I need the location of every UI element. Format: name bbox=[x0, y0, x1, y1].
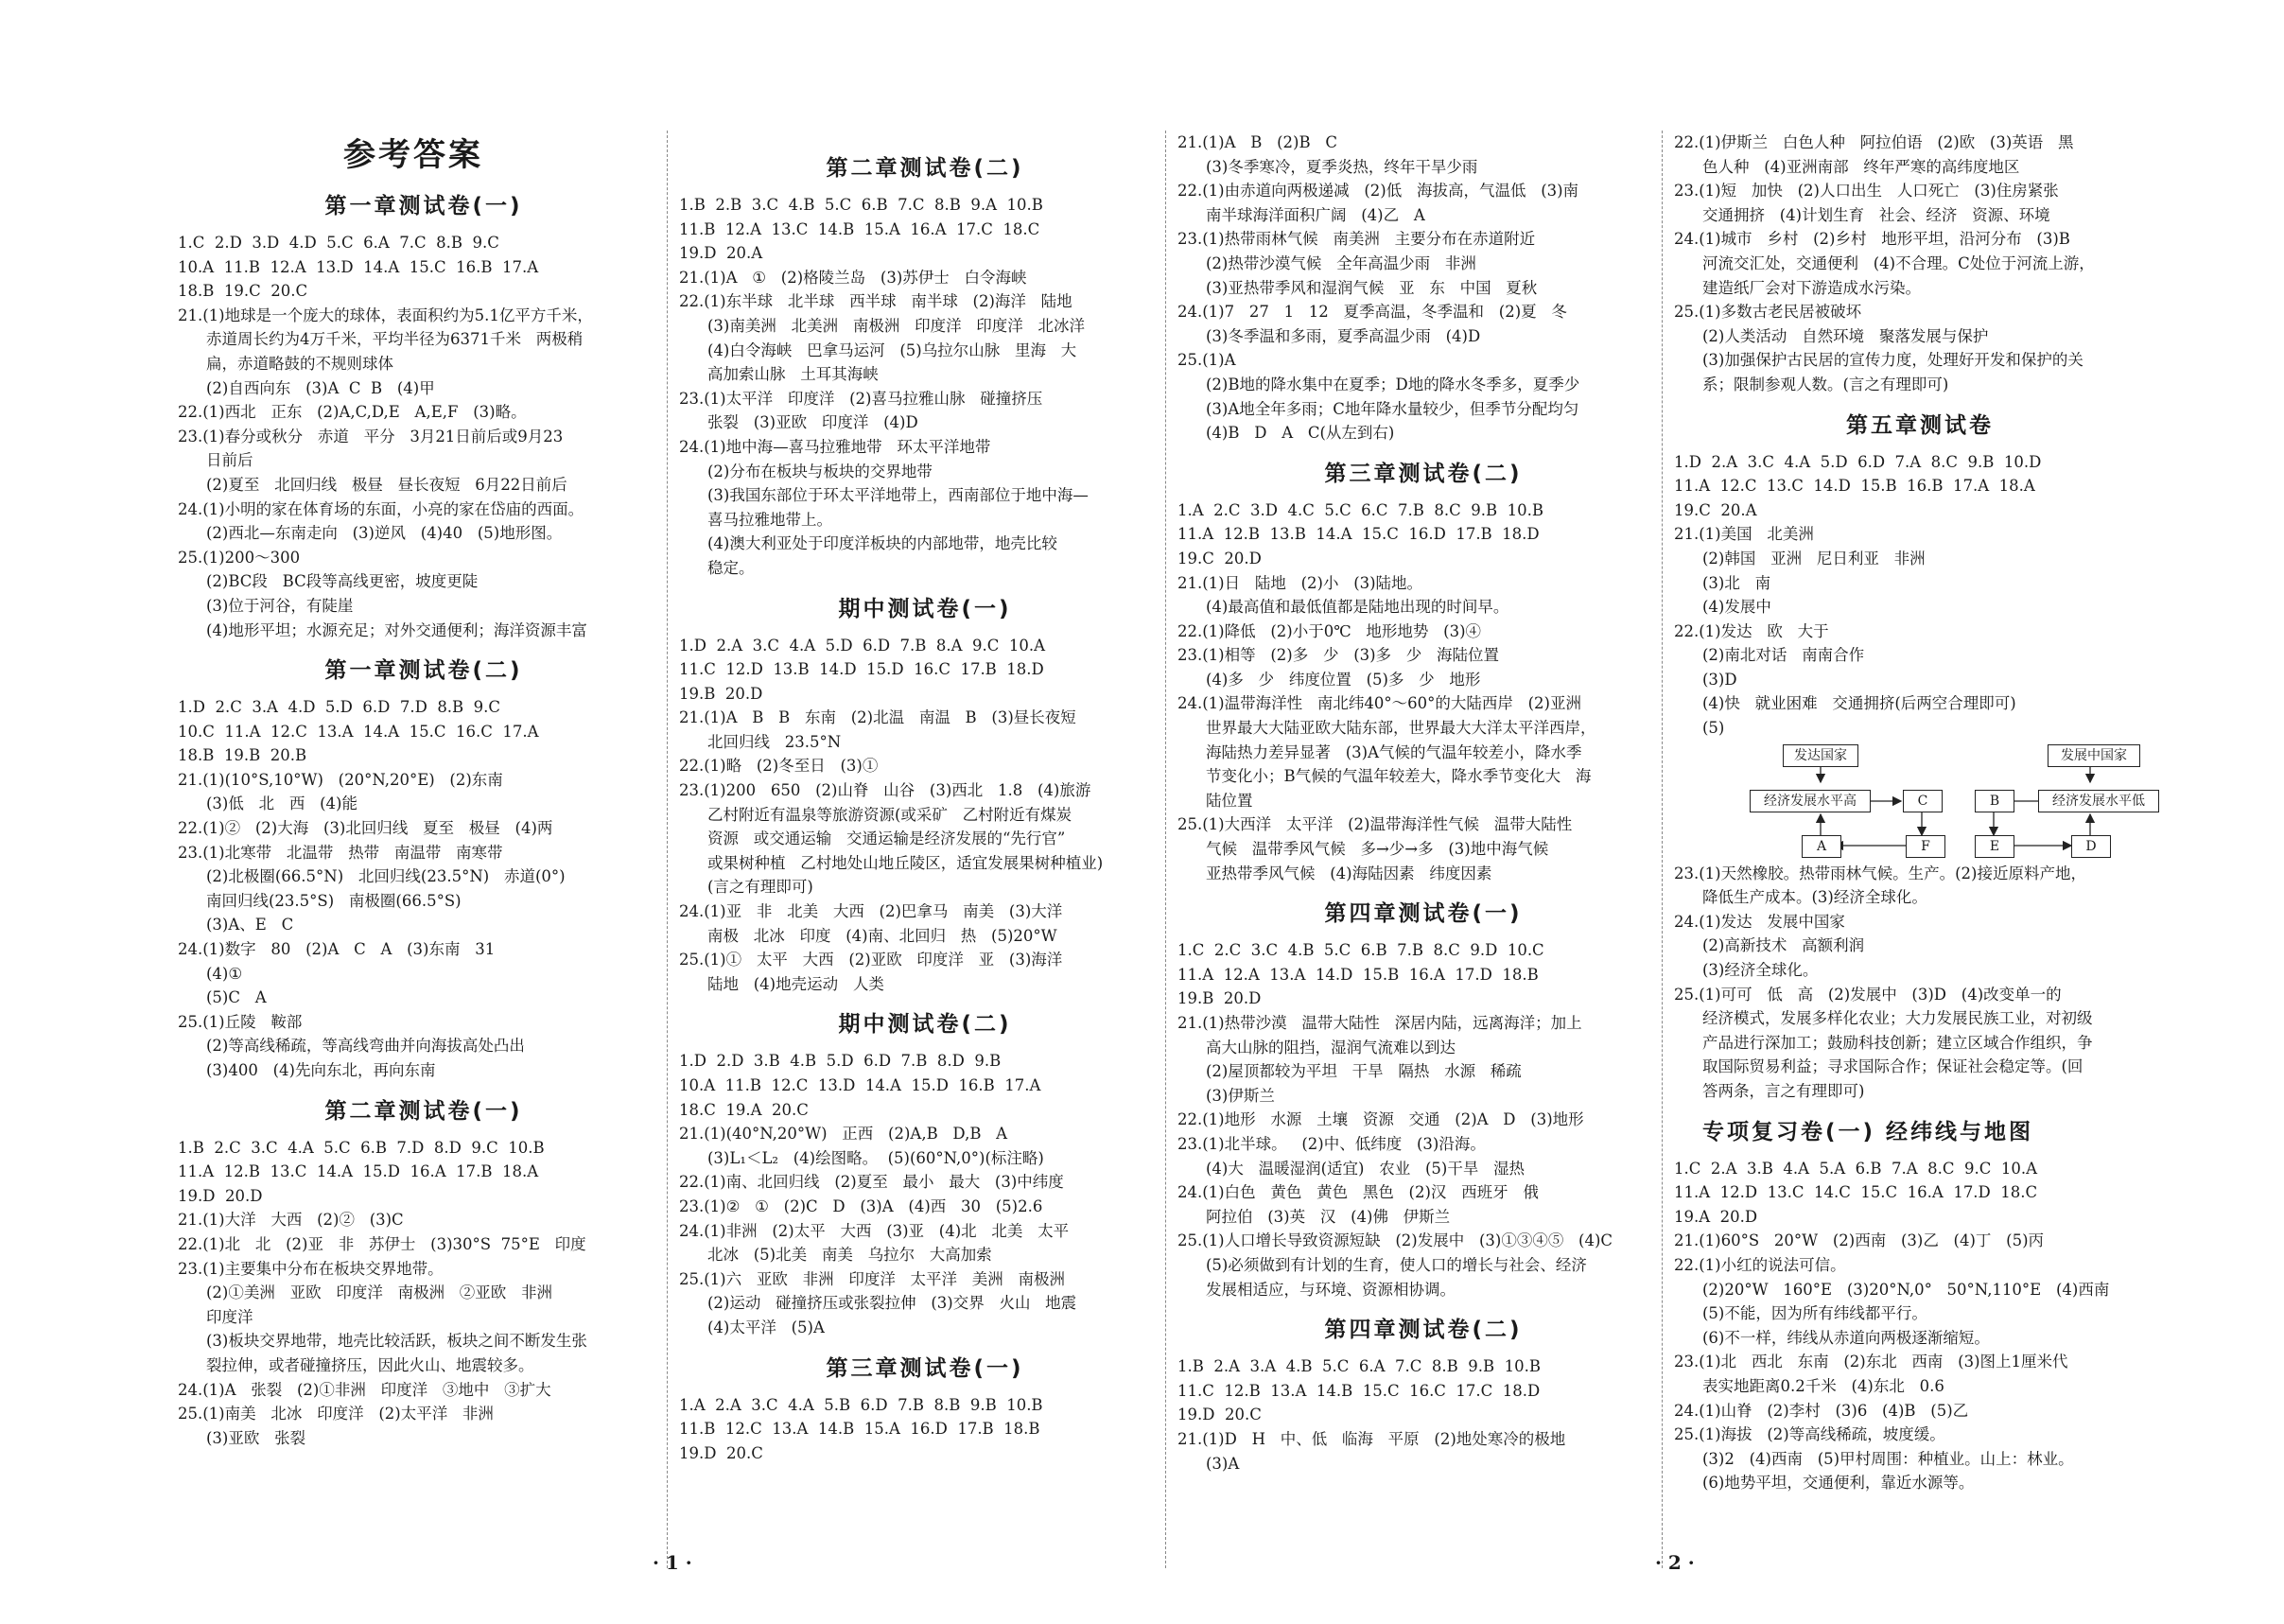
answer-line: 经济模式，发展多样化农业；大力发展民族工业，对初级 bbox=[1702, 1009, 2093, 1028]
answer-line: 河流交汇处，交通便利 (4)不合理。C处位于河流上游， bbox=[1702, 253, 2095, 272]
answer-line: 19.D 20.C bbox=[1177, 1406, 1262, 1424]
answer-line: 24.(1)城市 乡村 (2)乡村 地形平坦，沿河分布 (3)B bbox=[1674, 230, 2070, 249]
answer-line: 答两条，言之有理即可) bbox=[1702, 1082, 1865, 1100]
answer-line: (3)南美洲 北美洲 南极洲 印度洋 印度洋 北冰洋 bbox=[707, 316, 1086, 335]
answer-line: 陆地 (4)地壳运动 人类 bbox=[707, 974, 884, 993]
answer-line: (4)地形平坦；水源充足；对外交通便利；海洋资源丰富 bbox=[206, 620, 587, 639]
answer-line: 23.(1)北寒带 北温带 热带 南温带 南寒带 bbox=[178, 843, 503, 862]
answer-line: 1.C 2.A 3.B 4.A 5.A 6.B 7.A 8.C 9.C 10.A bbox=[1674, 1159, 2038, 1178]
answer-line: (2)自西向东 (3)A C B (4)甲 bbox=[206, 378, 435, 397]
answer-line: (6)不一样，纬线从赤道向两极逐渐缩短。 bbox=[1702, 1328, 1990, 1347]
section-title: 专项复习卷(一) 经纬线与地图 bbox=[1702, 1119, 2034, 1144]
answer-line: 19.D 20.A bbox=[679, 244, 763, 263]
answer-line: 22.(1)西北 正东 (2)A,C,D,E A,E,F (3)略。 bbox=[178, 403, 527, 422]
answer-line: 22.(1)东半球 北半球 西半球 南半球 (2)海洋 陆地 bbox=[679, 292, 1072, 311]
answer-line: 1.C 2.C 3.C 4.B 5.C 6.B 7.B 8.C 9.D 10.C bbox=[1177, 941, 1544, 960]
answer-line: (3)亚热带季风和湿润气候 亚 东 中国 夏秋 bbox=[1206, 278, 1538, 297]
answer-line: 21.(1)(10°S,10°W) (20°N,20°E) (2)东南 bbox=[178, 770, 503, 789]
answer-line: 25.(1)多数古老民居被破坏 bbox=[1674, 303, 1862, 322]
answer-line: 22.(1)北 北 (2)亚 非 苏伊士 (3)30°S 75°E 印度 bbox=[178, 1234, 586, 1253]
answer-line: 赤道周长约为4万千米，平均半径为6371千米 两极稍 bbox=[206, 330, 584, 349]
answer-line: 1.A 2.A 3.C 4.A 5.B 6.D 7.B 8.B 9.B 10.B bbox=[679, 1395, 1043, 1414]
flow-box-b: B bbox=[1975, 790, 2014, 812]
answer-line: (4)太平洋 (5)A bbox=[707, 1318, 825, 1336]
answer-line: (4)发展中 bbox=[1702, 598, 1771, 617]
answer-line: 1.A 2.C 3.D 4.C 5.C 6.C 7.B 8.C 9.B 10.B bbox=[1177, 500, 1543, 519]
section-title: 第一章测试卷(一) bbox=[324, 194, 523, 218]
answer-line: (2)热带沙漠气候 全年高温少雨 非洲 bbox=[1206, 253, 1476, 272]
answer-line: 日前后 bbox=[206, 451, 253, 470]
answer-line: 21.(1)D H 中、低 临海 平原 (2)地处寒冷的极地 bbox=[1177, 1429, 1566, 1448]
answer-block bbox=[1674, 131, 2166, 397]
answer-line: (3)伊斯兰 bbox=[1206, 1086, 1275, 1105]
section-title: 第四章测试卷(二) bbox=[1324, 1318, 1523, 1343]
section-title: 第一章测试卷(二) bbox=[324, 658, 523, 684]
answer-line: (2)高新技术 高额利润 bbox=[1702, 936, 1865, 955]
answer-line: 23.(1)② ① (2)C D (3)A (4)西 30 (5)2.6 bbox=[679, 1196, 1043, 1215]
answer-line: 高加索山脉 土耳其海峡 bbox=[707, 365, 879, 384]
answer-line: 阿拉伯 (3)英 汉 (4)佛 伊斯兰 bbox=[1206, 1207, 1451, 1226]
answer-block bbox=[1674, 1157, 2166, 1495]
answer-line: 21.(1)大洋 大西 (2)② (3)C bbox=[178, 1211, 404, 1230]
flow-box-d: D bbox=[2071, 835, 2111, 858]
answer-line: 19.B 20.D bbox=[1177, 989, 1262, 1008]
answer-line: (3)A、E C bbox=[206, 916, 294, 934]
answer-line: 10.C 11.A 12.C 13.A 14.A 15.C 16.C 17.A bbox=[178, 722, 539, 741]
answer-line: 23.(1)200 650 (2)山脊 山谷 (3)西北 1.8 (4)旅游 bbox=[679, 781, 1091, 800]
answer-line: 24.(1)白色 黄色 黄色 黑色 (2)汉 西班牙 俄 bbox=[1177, 1183, 1539, 1202]
answer-line: 南回归线(23.5°S) 南极圈(66.5°S) bbox=[206, 891, 462, 910]
answer-line: (2)分布在板块与板块的交界地带 bbox=[707, 462, 933, 480]
answer-line: (2)①美洲 亚欧 印度洋 南极洲 ②亚欧 非洲 bbox=[206, 1283, 553, 1302]
answer-line: 25.(1)大西洋 太平洋 (2)温带海洋性气候 温带大陆性 bbox=[1177, 815, 1573, 834]
answer-line: 19.C 20.D bbox=[1177, 549, 1262, 568]
answer-line: 印度洋 bbox=[206, 1307, 253, 1326]
answer-line: 22.(1)伊斯兰 白色人种 阿拉伯语 (2)欧 (3)英语 黑 bbox=[1674, 133, 2074, 151]
answer-line: 22.(1)发达 欧 大于 bbox=[1674, 621, 1829, 640]
answer-line: (2)韩国 亚洲 尼日利亚 非洲 bbox=[1702, 549, 1926, 568]
answer-line: 色人种 (4)亚洲南部 终年严寒的高纬度地区 bbox=[1702, 157, 2020, 176]
answer-line: 25.(1)① 太平 大西 (2)亚欧 印度洋 亚 (3)海洋 bbox=[679, 951, 1063, 969]
answer-block bbox=[679, 1049, 1171, 1339]
answer-line: 1.B 2.C 3.C 4.A 5.C 6.B 7.D 8.D 9.C 10.B bbox=[178, 1138, 545, 1157]
page-number-right: · 2 · bbox=[1655, 1551, 1695, 1574]
answer-line: 11.C 12.D 13.B 14.D 15.D 16.C 17.B 18.D bbox=[679, 660, 1044, 679]
answer-line: 19.B 20.D bbox=[679, 684, 763, 703]
answer-line: 24.(1)小明的家在体育场的东面，小亮的家在岱庙的西面。 bbox=[178, 499, 584, 518]
answer-line: (3)A bbox=[1206, 1454, 1240, 1473]
answer-line: 发展相适应，与环境、资源相协调。 bbox=[1206, 1280, 1456, 1299]
answer-line: 21.(1)A B (2)B C bbox=[1177, 133, 1337, 151]
answer-block bbox=[1177, 498, 1669, 886]
answer-line: (5) bbox=[1702, 719, 1725, 738]
answer-block bbox=[679, 1393, 1171, 1466]
answer-line: (2)人类活动 自然环境 聚落发展与保护 bbox=[1702, 326, 1989, 345]
answer-line: 19.A 20.D bbox=[1674, 1207, 1758, 1226]
answer-line: 扁，赤道略鼓的不规则球体 bbox=[206, 354, 393, 373]
answer-line: (3)亚欧 张裂 bbox=[206, 1428, 306, 1447]
answer-line: (6)地势平坦，交通便利，靠近水源等。 bbox=[1702, 1474, 1975, 1493]
answer-line: 海陆热力差异显著 (3)A气候的气温年较差小，降水季 bbox=[1206, 742, 1582, 761]
answer-column-1 bbox=[178, 131, 670, 1450]
answer-line: 24.(1)A 张裂 (2)①非洲 印度洋 ③地中 ③扩大 bbox=[178, 1380, 551, 1399]
answer-line: 系；限制参观人数。(言之有理即可) bbox=[1702, 375, 1949, 393]
answer-line: 11.A 12.B 13.B 14.A 15.C 16.D 17.B 18.D bbox=[1177, 525, 1540, 544]
flow-box-a: A bbox=[1802, 835, 1841, 858]
answer-line: (4)大 温暖湿润(适宜) 农业 (5)干旱 湿热 bbox=[1206, 1159, 1526, 1178]
answer-line: 22.(1)小红的说法可信。 bbox=[1674, 1255, 1846, 1274]
answer-line: 裂拉伸，或者碰撞挤压，因此火山、地震较多。 bbox=[206, 1355, 534, 1374]
answer-line: (3)2 (4)西南 (5)甲村周围：种植业。山上：林业。 bbox=[1702, 1449, 2074, 1468]
answer-line: 22.(1)地形 水源 土壤 资源 交通 (2)A D (3)地形 bbox=[1177, 1110, 1584, 1129]
answer-line: 21.(1)日 陆地 (2)小 (3)陆地。 bbox=[1177, 573, 1423, 592]
answer-line: 25.(1)A bbox=[1177, 351, 1236, 370]
answer-line: 25.(1)丘陵 鞍部 bbox=[178, 1012, 303, 1031]
answer-line: 22.(1)降低 (2)小于0℃ 地形地势 (3)④ bbox=[1177, 621, 1482, 640]
answer-line: 乙村附近有温泉等旅游资源(或采矿 乙村附近有煤炭 bbox=[707, 805, 1072, 824]
answer-line: 21.(1)(40°N,20°W) 正西 (2)A,B D,B A bbox=[679, 1125, 1008, 1144]
answer-line: 24.(1)7 27 1 12 夏季高温，冬季温和 (2)夏 冬 bbox=[1177, 303, 1567, 322]
section-title: 第二章测试卷(一) bbox=[324, 1098, 523, 1124]
flow-box-high-level: 经济发展水平高 bbox=[1750, 790, 1871, 812]
answer-line: 11.A 12.A 13.A 14.D 15.B 16.A 17.D 18.B bbox=[1177, 965, 1539, 984]
flow-box-developing: 发展中国家 bbox=[2048, 744, 2140, 767]
answer-line: 11.A 12.D 13.C 14.C 15.C 16.A 17.D 18.C bbox=[1674, 1183, 2038, 1202]
answer-line: (3)A地全年多雨；C地年降水量较少，但季节分配均匀 bbox=[1206, 399, 1579, 418]
flow-box-e: E bbox=[1975, 835, 2014, 858]
page-number-left: · 1 · bbox=[653, 1551, 692, 1574]
answer-line: 1.D 2.D 3.B 4.B 5.D 6.D 7.B 8.D 9.B bbox=[679, 1052, 1002, 1071]
flow-box-developed: 发达国家 bbox=[1783, 744, 1858, 767]
answer-line: 22.(1)② (2)大海 (3)北回归线 夏至 极昼 (4)两 bbox=[178, 819, 553, 838]
answer-line: (5)不能，因为所有纬线都平行。 bbox=[1702, 1304, 1927, 1323]
answer-line: 11.B 12.C 13.A 14.B 15.A 16.D 17.B 18.B bbox=[679, 1420, 1040, 1439]
answer-line: 24.(1)山脊 (2)李村 (3)6 (4)B (5)乙 bbox=[1674, 1401, 1969, 1420]
flow-diagram bbox=[1674, 744, 2166, 858]
flow-box-c: C bbox=[1903, 790, 1943, 812]
answer-line: 高大山脉的阻挡，湿润气流难以到达 bbox=[1206, 1038, 1456, 1056]
answer-line: (3)低 北 西 (4)能 bbox=[206, 795, 357, 813]
answer-line: 24.(1)温带海洋性 南北纬40°～60°的大陆西岸 (2)亚洲 bbox=[1177, 694, 1581, 713]
answer-line: (3)冬季寒冷，夏季炎热，终年干旱少雨 bbox=[1206, 157, 1478, 176]
answer-line: (3)我国东部位于环太平洋地带上，西南部位于地中海— bbox=[707, 486, 1089, 505]
answer-line: 建造纸厂会对下游造成水污染。 bbox=[1702, 278, 1921, 297]
answer-line: 交通拥挤 (4)计划生育 社会、经济 资源、环境 bbox=[1702, 205, 2050, 224]
answer-line: 23.(1)北 西北 东南 (2)东北 西南 (3)图上1厘米代 bbox=[1674, 1353, 2068, 1371]
answer-line: 21.(1)60°S 20°W (2)西南 (3)乙 (4)丁 (5)丙 bbox=[1674, 1231, 2045, 1250]
answer-line: (4)最高值和最低值都是陆地出现的时间早。 bbox=[1206, 598, 1509, 617]
answer-line: (3)加强保护古民居的宣传力度，处理好开发和保护的关 bbox=[1702, 351, 2083, 370]
section-title: 第五章测试卷 bbox=[1846, 412, 1994, 438]
answer-line: 18.B 19.C 20.C bbox=[178, 282, 308, 301]
answer-line: 1.B 2.B 3.C 4.B 5.C 6.B 7.C 8.B 9.A 10.B bbox=[679, 196, 1043, 214]
answer-line: 稳定。 bbox=[707, 558, 755, 577]
answer-block bbox=[178, 1136, 670, 1451]
answer-line: 或果树种植 乙村地处山地丘陵区，适宜发展果树种植业) bbox=[707, 853, 1104, 872]
answer-line: 25.(1)南美 北冰 印度洋 (2)太平洋 非洲 bbox=[178, 1405, 494, 1423]
answer-block bbox=[679, 634, 1171, 997]
answer-line: 24.(1)地中海—喜马拉雅地带 环太平洋地带 bbox=[679, 437, 991, 456]
page-title: 参考答案 bbox=[343, 136, 483, 174]
answer-line: 19.C 20.A bbox=[1674, 500, 1757, 519]
answer-block bbox=[679, 193, 1171, 581]
answer-line: 25.(1)可可 低 高 (2)发展中 (3)D (4)改变单一的 bbox=[1674, 985, 2062, 1004]
answer-line: (2)屋顶都较为平坦 干旱 隔热 水源 稀疏 bbox=[1206, 1062, 1522, 1081]
answer-line: (2)西北—东南走向 (3)逆风 (4)40 (5)地形图。 bbox=[206, 524, 563, 543]
answer-line: 陆位置 bbox=[1206, 791, 1253, 810]
answer-line: (2)BC段 BC段等高线更密，坡度更陡 bbox=[206, 572, 479, 591]
answer-line: 23.(1)太平洋 印度洋 (2)喜马拉雅山脉 碰撞挤压 bbox=[679, 389, 1043, 408]
answer-line: 10.A 11.B 12.A 13.D 14.A 15.C 16.B 17.A bbox=[178, 257, 539, 276]
answer-line: 10.A 11.B 12.C 13.D 14.A 15.D 16.B 17.A bbox=[679, 1076, 1041, 1094]
answer-line: 23.(1)短 加快 (2)人口出生 人口死亡 (3)住房紧张 bbox=[1674, 182, 2059, 201]
answer-line: 1.C 2.D 3.D 4.D 5.C 6.A 7.C 8.B 9.C bbox=[178, 234, 499, 252]
answer-line: 1.D 2.C 3.A 4.D 5.D 6.D 7.D 8.B 9.C bbox=[178, 698, 501, 717]
answer-line: 21.(1)地球是一个庞大的球体，表面积约为5.1亿平方千米， bbox=[178, 306, 593, 324]
answer-line: 1.D 2.A 3.C 4.A 5.D 6.D 7.B 8.A 9.C 10.A bbox=[679, 636, 1046, 655]
section-title: 第四章测试卷(一) bbox=[1324, 901, 1523, 927]
answer-line: 喜马拉雅地带上。 bbox=[707, 510, 832, 529]
answer-line: 25.(1)200～300 bbox=[178, 548, 301, 567]
answer-line: (3)板块交界地带，地壳比较活跃，板块之间不断发生张 bbox=[206, 1332, 587, 1351]
answer-line: (4)快 就业困难 交通拥挤(后两空合理即可) bbox=[1702, 694, 2016, 713]
answer-column-4 bbox=[1674, 131, 2166, 1495]
answer-line: 24.(1)发达 发展中国家 bbox=[1674, 912, 1845, 931]
answer-line: 22.(1)南、北回归线 (2)夏至 最小 最大 (3)中纬度 bbox=[679, 1173, 1064, 1192]
answer-block bbox=[1177, 1354, 1669, 1476]
flow-box-f: F bbox=[1906, 835, 1945, 858]
answer-line: 21.(1)热带沙漠 温带大陆性 深居内陆，远离海洋；加上 bbox=[1177, 1014, 1582, 1032]
answer-line: 张裂 (3)亚欧 印度洋 (4)D bbox=[707, 413, 918, 432]
answer-line: (4)B D A C(从左到右) bbox=[1206, 424, 1395, 443]
answer-line: 世界最大大陆亚欧大陆东部，世界最大大洋太平洋西岸， bbox=[1206, 719, 1596, 738]
section-title: 期中测试卷(一) bbox=[838, 596, 1012, 621]
answer-line: 南半球海洋面积广阔 (4)乙 A bbox=[1206, 205, 1425, 224]
answer-line: 北冰 (5)北美 南美 乌拉尔 大高加索 bbox=[707, 1246, 992, 1265]
answer-column-2 bbox=[679, 131, 1171, 1465]
answer-line: 23.(1)春分或秋分 赤道 平分 3月21日前后或9月23 bbox=[178, 427, 564, 445]
answer-column-3 bbox=[1177, 131, 1669, 1476]
answer-line: (3)冬季温和多雨，夏季高温少雨 (4)D bbox=[1206, 326, 1481, 345]
answer-line: 取国际贸易利益；寻求国际合作；保证社会稳定等。(回 bbox=[1702, 1057, 2083, 1076]
section-title: 第三章测试卷(一) bbox=[826, 1355, 1024, 1381]
answer-line: 23.(1)北半球。 (2)中、低纬度 (3)沿海。 bbox=[1177, 1134, 1486, 1153]
answer-line: 25.(1)海拔 (2)等高线稀疏，坡度缓。 bbox=[1674, 1425, 1945, 1444]
answer-line: 25.(1)人口增长导致资源短缺 (2)发展中 (3)①③④⑤ (4)C bbox=[1177, 1231, 1613, 1250]
answer-line: 23.(1)相等 (2)多 少 (3)多 少 海陆位置 bbox=[1177, 646, 1500, 665]
answer-line: 11.A 12.B 13.C 14.A 15.D 16.A 17.B 18.A bbox=[178, 1162, 539, 1181]
answer-line: (2)北极圈(66.5°N) 北回归线(23.5°N) 赤道(0°) bbox=[206, 867, 566, 886]
answer-line: 21.(1)美国 北美洲 bbox=[1674, 525, 1814, 544]
answer-line: (2)夏至 北回归线 极昼 昼长夜短 6月22日前后 bbox=[206, 475, 567, 494]
answer-line: (2)运动 碰撞挤压或张裂拉伸 (3)交界 火山 地震 bbox=[707, 1294, 1077, 1313]
answer-line: 11.A 12.C 13.C 14.D 15.B 16.B 17.A 18.A bbox=[1674, 477, 2035, 496]
answer-line: (4)澳大利亚处于印度洋板块的内部地带，地壳比较 bbox=[707, 534, 1057, 553]
answer-line: 资源 或交通运输 交通运输是经济发展的“先行官” bbox=[707, 829, 1066, 848]
answer-line: 降低生产成本。(3)经济全球化。 bbox=[1702, 888, 1927, 907]
answer-line: (3)位于河谷，有陡崖 bbox=[206, 596, 354, 615]
flow-box-low-level: 经济发展水平低 bbox=[2038, 790, 2159, 812]
answer-line: 11.C 12.B 13.A 14.B 15.C 16.C 17.C 18.D bbox=[1177, 1381, 1541, 1400]
answer-line: 22.(1)由赤道向两极递减 (2)低 海拔高，气温低 (3)南 bbox=[1177, 182, 1579, 201]
answer-line: 22.(1)略 (2)冬至日 (3)① bbox=[679, 757, 879, 776]
answer-line: (5)C A bbox=[206, 988, 267, 1007]
section-title: 第二章测试卷(二) bbox=[826, 156, 1024, 181]
answer-line: (3)经济全球化。 bbox=[1702, 961, 1819, 980]
answer-line: (3)D bbox=[1702, 670, 1737, 689]
answer-line: 1.D 2.A 3.C 4.A 5.D 6.D 7.A 8.C 9.B 10.D bbox=[1674, 452, 2042, 471]
answer-line: 南极 北冰 印度 (4)南、北回归 热 (5)20°W bbox=[707, 926, 1057, 945]
answer-line: 23.(1)天然橡胶。热带雨林气候。生产。(2)接近原料产地， bbox=[1674, 864, 2086, 882]
answer-line: (3)北 南 bbox=[1702, 573, 1771, 592]
answer-line: (2)南北对话 南南合作 bbox=[1702, 646, 1865, 665]
answer-line: 表实地距离0.2千米 (4)东北 0.6 bbox=[1702, 1376, 1944, 1395]
answer-line: (4)多 少 纬度位置 (5)多 少 地形 bbox=[1206, 670, 1481, 689]
answer-block bbox=[178, 695, 670, 1083]
answer-line: 18.B 19.B 20.B bbox=[178, 746, 307, 765]
answer-line: 24.(1)亚 非 北美 大西 (2)巴拿马 南美 (3)大洋 bbox=[679, 902, 1063, 921]
section-title: 期中测试卷(二) bbox=[838, 1012, 1012, 1038]
answer-line: 23.(1)热带雨林气候 南美洲 主要分布在赤道附近 bbox=[1177, 230, 1536, 249]
answer-line: (2)20°W 160°E (3)20°N,0° 50°N,110°E (4)西南 bbox=[1702, 1280, 2110, 1299]
answer-line: (言之有理即可) bbox=[707, 878, 813, 897]
answer-block bbox=[1674, 450, 2166, 741]
answer-line: 21.(1)A B B 东南 (2)北温 南温 B (3)昼长夜短 bbox=[679, 708, 1076, 727]
answer-line: (2)等高线稀疏，等高线弯曲并向海拔高处凸出 bbox=[206, 1037, 525, 1056]
answer-line: 亚热带季风气候 (4)海陆因素 纬度因素 bbox=[1206, 864, 1492, 882]
answer-line: 19.D 20.D bbox=[178, 1186, 263, 1205]
answer-line: (3)L₁＜L₂ (4)绘图略。 (5)(60°N,0°)(标注略) bbox=[707, 1148, 1044, 1167]
answer-line: 23.(1)主要集中分布在板块交界地带。 bbox=[178, 1259, 444, 1278]
answer-block bbox=[1177, 131, 1669, 445]
answer-line: 21.(1)A ① (2)格陵兰岛 (3)苏伊士 白令海峡 bbox=[679, 268, 1027, 287]
answer-block bbox=[1674, 862, 2166, 1104]
answer-line: 节变化小；B气候的气温年较差大，降水季节变化大 海 bbox=[1206, 767, 1592, 786]
answer-line: 18.C 19.A 20.C bbox=[679, 1100, 809, 1119]
answer-line: (4)白令海峡 巴拿马运河 (5)乌拉尔山脉 里海 大 bbox=[707, 341, 1077, 359]
answer-line: (3)400 (4)先向东北，再向东南 bbox=[206, 1061, 436, 1079]
answer-line: 24.(1)非洲 (2)太平 大西 (3)亚 (4)北 北美 太平 bbox=[679, 1221, 1070, 1240]
section-title: 第三章测试卷(二) bbox=[1324, 461, 1523, 486]
answer-line: 1.B 2.A 3.A 4.B 5.C 6.A 7.C 8.B 9.B 10.B bbox=[1177, 1357, 1541, 1376]
answer-line: 气候 温带季风气候 多→少→多 (3)地中海气候 bbox=[1206, 840, 1549, 859]
answer-line: (5)必须做到有计划的生育，使人口的增长与社会、经济 bbox=[1206, 1255, 1587, 1274]
answer-line: 11.B 12.A 13.C 14.B 15.A 16.A 17.C 18.C bbox=[679, 219, 1040, 238]
answer-line: (2)B地的降水集中在夏季；D地的降水冬季多，夏季少 bbox=[1206, 375, 1580, 393]
answer-line: 19.D 20.C bbox=[679, 1443, 763, 1462]
answer-line: 24.(1)数字 80 (2)A C A (3)东南 31 bbox=[178, 940, 496, 959]
answer-line: (4)① bbox=[206, 964, 243, 983]
answer-line: 产品进行深加工；鼓励科技创新；建立区域合作组织，争 bbox=[1702, 1033, 2093, 1052]
answer-block bbox=[1177, 938, 1669, 1301]
answer-line: 北回归线 23.5°N bbox=[707, 732, 842, 751]
answer-block bbox=[178, 231, 670, 642]
answer-line: 25.(1)六 亚欧 非洲 印度洋 太平洋 美洲 南极洲 bbox=[679, 1269, 1066, 1288]
